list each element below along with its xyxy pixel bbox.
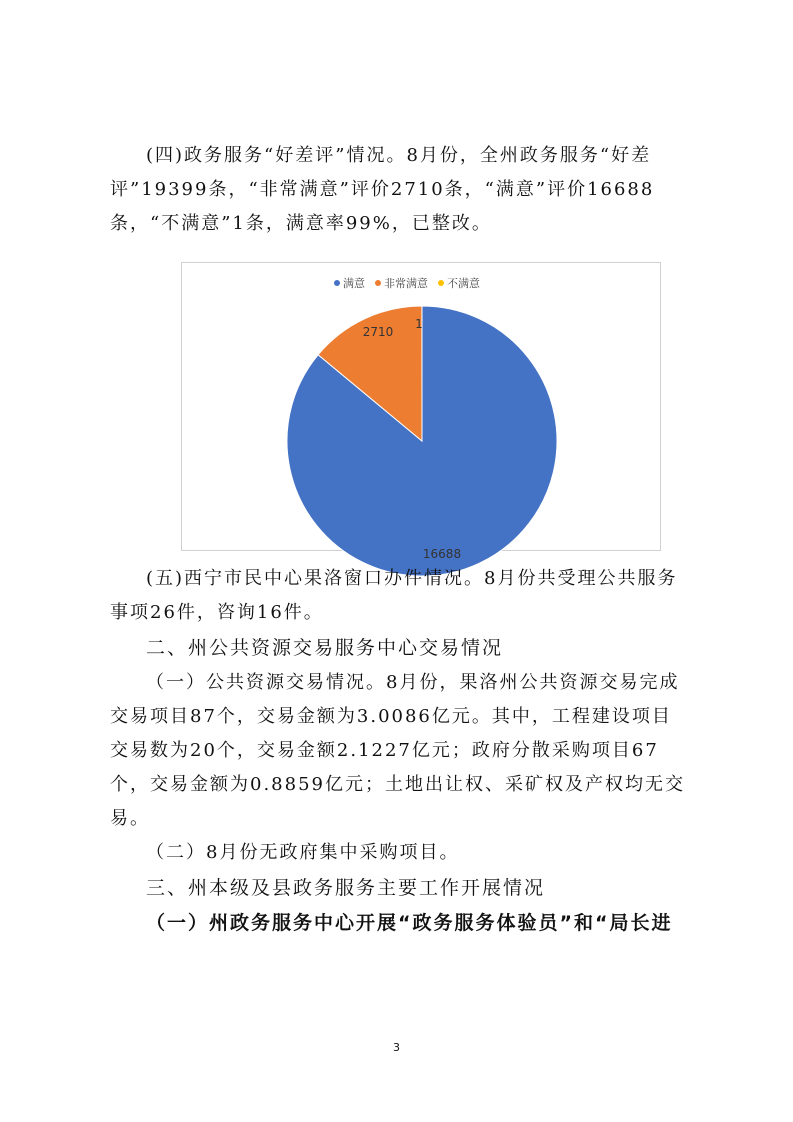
data-label-satisfied: 16688 xyxy=(422,547,462,561)
paragraph-public-resource-trading: （一）公共资源交易情况。8月份，果洛州公共资源交易完成交易项目87个，交易金额为3.0086亿元。其中，工程建设项目交易数为20个，交易金额2.1227亿元；政府分散采购项目67个，交易金额为0.8859亿元；土地出让权、采矿权及产权均无交易。 xyxy=(110,672,685,829)
data-label-very-satisfied: 2710 xyxy=(362,325,394,339)
subsection-heading-3-1: （一）州政务服务中心开展“政务服务体验员”和“局长进 xyxy=(146,912,673,934)
paragraph-good-bad-review: (四)政务服务“好差评”情况。8月份，全州政务服务“好差评”19399条，“非常满意”评价2710条，“满意”评价16688条，“不满意”1条，满意率99%，已整改。 xyxy=(110,145,655,234)
pie-svg xyxy=(182,263,660,561)
satisfaction-pie-chart xyxy=(181,262,661,561)
legend-label: 非常满意 xyxy=(384,277,428,290)
paragraph-xining-window: (五)西宁市民中心果洛窗口办件情况。8月份共受理公共服务事项26件，咨询16件。 xyxy=(110,568,678,623)
section-heading-3: 三、州本级及县政务服务主要工作开展情况 xyxy=(146,877,546,899)
page-number: 3 xyxy=(393,1041,400,1054)
legend-label: 不满意 xyxy=(447,277,480,290)
paragraph-centralized-procurement: （二）8月份无政府集中采购项目。 xyxy=(146,842,460,863)
data-label-unsatisfied: 1 xyxy=(415,317,423,331)
legend-label: 满意 xyxy=(343,277,365,290)
section-heading-2: 二、州公共资源交易服务中心交易情况 xyxy=(146,637,504,659)
